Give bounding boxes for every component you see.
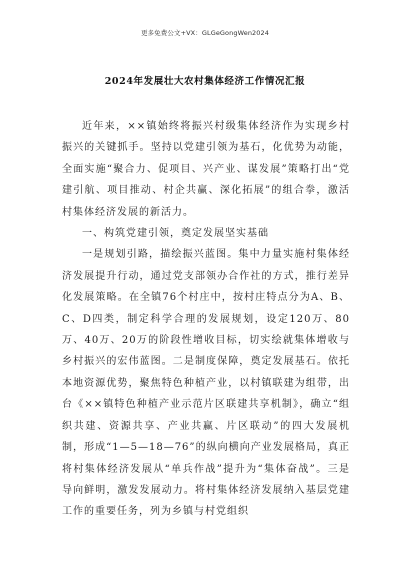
paragraph-section-1: 一是规划引路，描绘振兴蓝图。集中力量实施村集体经济发展提升行动，通过党支部领办合作社的方式，推行差异化发展策略。在全镇76个村庄中，按村庄特点分为A、B、C、D四类，制定科学合理的发展规划，设定120万、80万、40万、20万的阶段性增收目标，切实绘就集体增收与乡村振兴的宏伟蓝图。二是制度保障，奠定发展基石。依托本地资源优势，聚焦特色种植产业，以村镇联建为组带，出台《××镇特色种植产业示范片区联建共享机制》，确立“组织共建、资源共享、产业共赢、片区联动”的四大发展机制，形成“1—5—18—76”的纵向横向产业发展格局，真正将村集体经济发展从“单兵作战”提升为“集体奋战”。三是导向鲜明，激发发展动力。将村集体经济发展纳入基层党建工作的重要任务，列为乡镇与村党组织 (62, 249, 350, 518)
header-note: 更多免费公文+VX：GLGeGongWen2024 (140, 29, 269, 37)
document-body (62, 116, 350, 523)
section-heading-1: 一、构筑党建引领，奠定发展坚实基础 (82, 228, 269, 240)
paragraph-intro: 近年来，××镇始终将振兴村级集体经济作为实现乡村振兴的关键抓手。坚持以党建引领为基石，化优势为动能，全面实施“聚合力、促项目、兴产业、谋发展”策略打出“党建引航、项目推动、村企共赢、深化拓展”的组合拳，激活村集体经济发展的新活力。 (62, 121, 350, 218)
document-title: 2024年发展壮大农村集体经济工作情况汇报 (104, 76, 306, 87)
